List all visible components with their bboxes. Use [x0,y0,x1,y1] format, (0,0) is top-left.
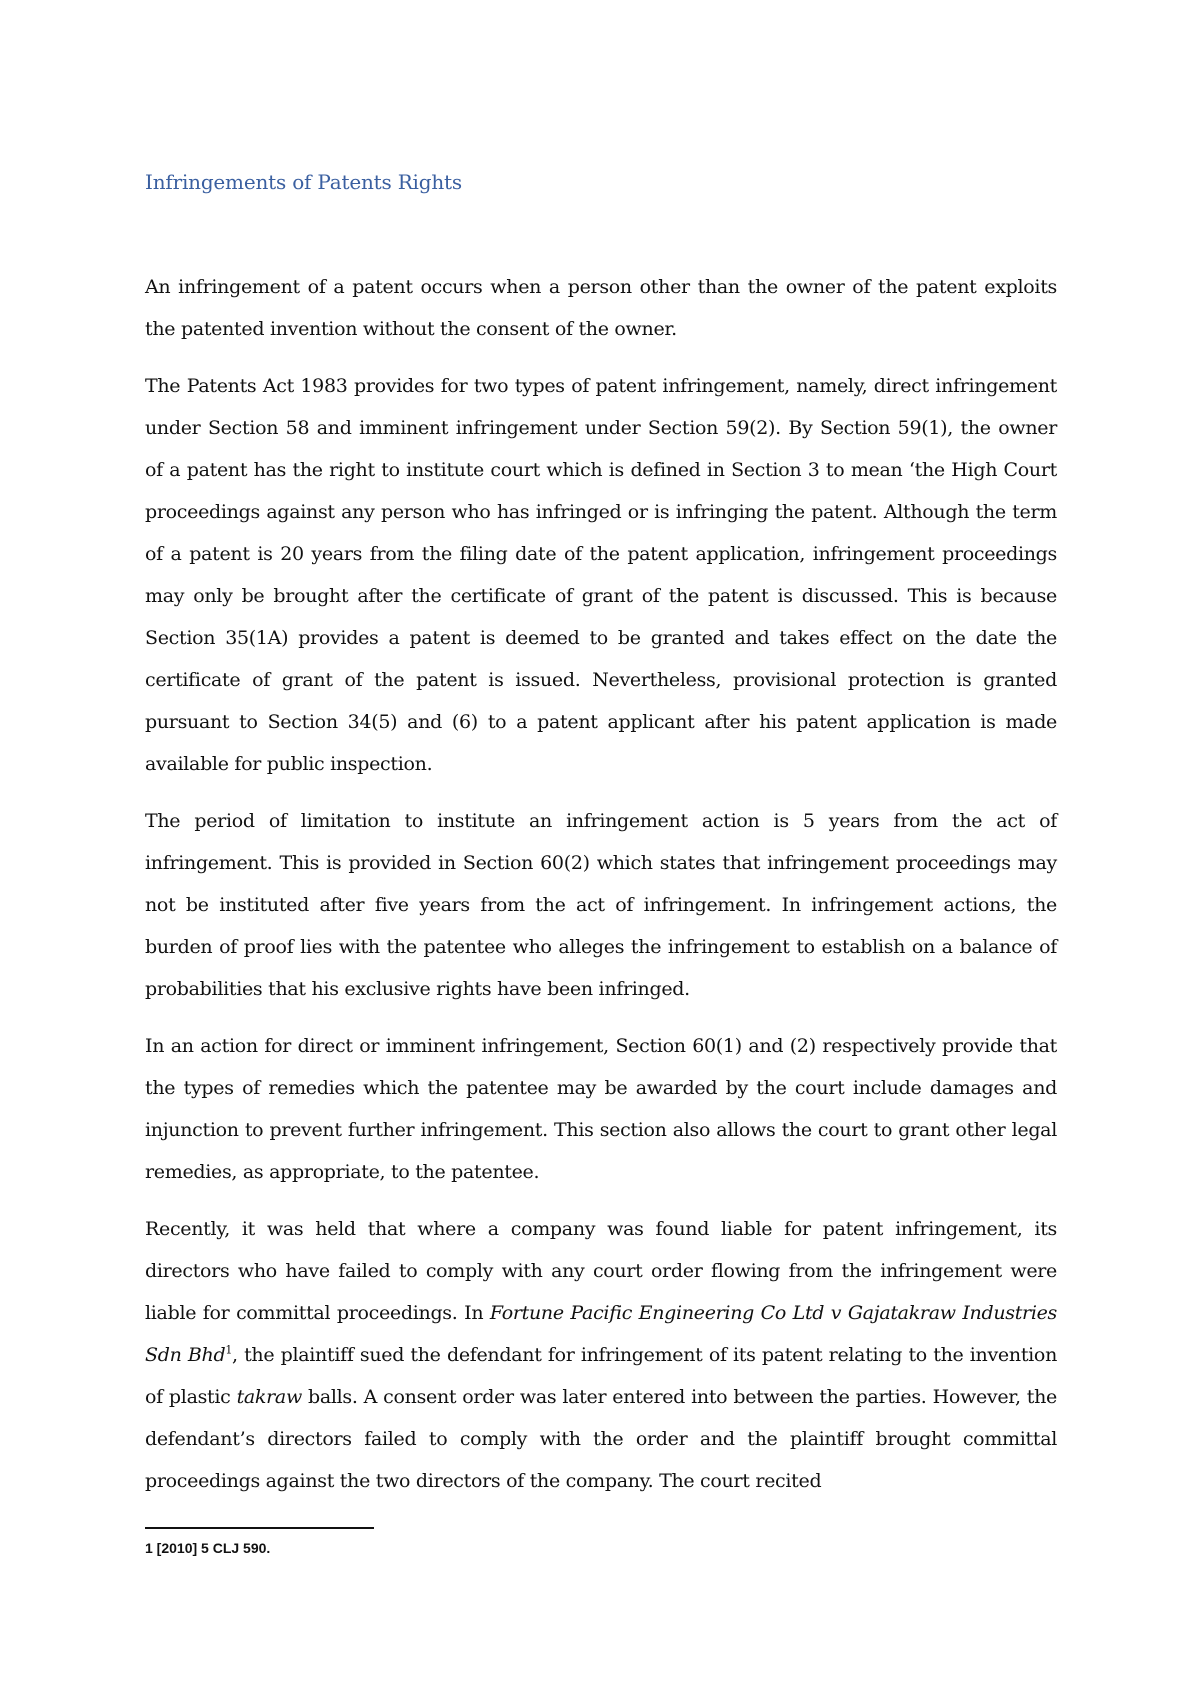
paragraph-5 [145,1208,1057,1502]
paragraph-1: An infringement of a patent occurs when a person other than the owner of the patent exploits the patented invention without the consent of the owner. [145,276,1057,340]
paragraph-5-part1: Recently, it was held that where a company was found liable for patent infringement, its directors who have failed to comply with any court order flowing from the infringement were liable for committal proceedings. In [145,1218,1057,1324]
italic-term: takraw [236,1386,302,1408]
paragraph-5-part3: balls. A consent order was later entered into between the parties. However, the defendant’s directors failed to comply with the order and the plaintiff brought committal proceedings against the two directors of the company. The court recited [145,1386,1057,1492]
paragraph-5-part2: , the plaintiff sued the defendant for infringement of its patent relating to the invention of plastic [145,1344,1058,1408]
page-title: Infringements of Patents Rights [145,170,462,194]
footnote-reference[interactable]: 1 [225,1343,233,1357]
document-body [145,266,1057,1517]
paragraph-4: In an action for direct or imminent infringement, Section 60(1) and (2) respectively provide that the types of remedies which the patentee may be awarded by the court include damages and injunction to prevent further infringement. This section also allows the court to grant other legal remedies, as appropriate, to the patentee. [145,1035,1057,1183]
paragraph-2: The Patents Act 1983 provides for two types of patent infringement, namely, direct infringement under Section 58 and imminent infringement under Section 59(2). By Section 59(1), the owner of a patent has the right to institute court which is defined in Section 3 to mean ‘the High Court proceedings against any person who has infringed or is infringing the patent. Although the term of a patent is 20 years from the filing date of the patent application, infringement proceedings may only be brought after the certificate of grant of the patent is discussed. This is because Section 35(1A) provides a patent is deemed to be granted and takes effect on the date the certificate of grant of the patent is issued. Nevertheless, provisional protection is granted pursuant to Section 34(5) and (6) to a patent applicant after his patent application is made available for public inspection. [145,375,1057,775]
case-citation: Fortune Pacific Engineering Co Ltd v Gajatakraw Industries Sdn Bhd [145,1302,1058,1366]
footnote: 1 [2010] 5 CLJ 590. [145,1540,271,1556]
paragraph-3: The period of limitation to institute an infringement action is 5 years from the act of infringement. This is provided in Section 60(2) which states that infringement proceedings may not be instituted after five years from the act of infringement. In infringement actions, the burden of proof lies with the patentee who alleges the infringement to establish on a balance of probabilities that his exclusive rights have been infringed. [145,810,1057,1000]
footnote-separator [145,1527,374,1529]
